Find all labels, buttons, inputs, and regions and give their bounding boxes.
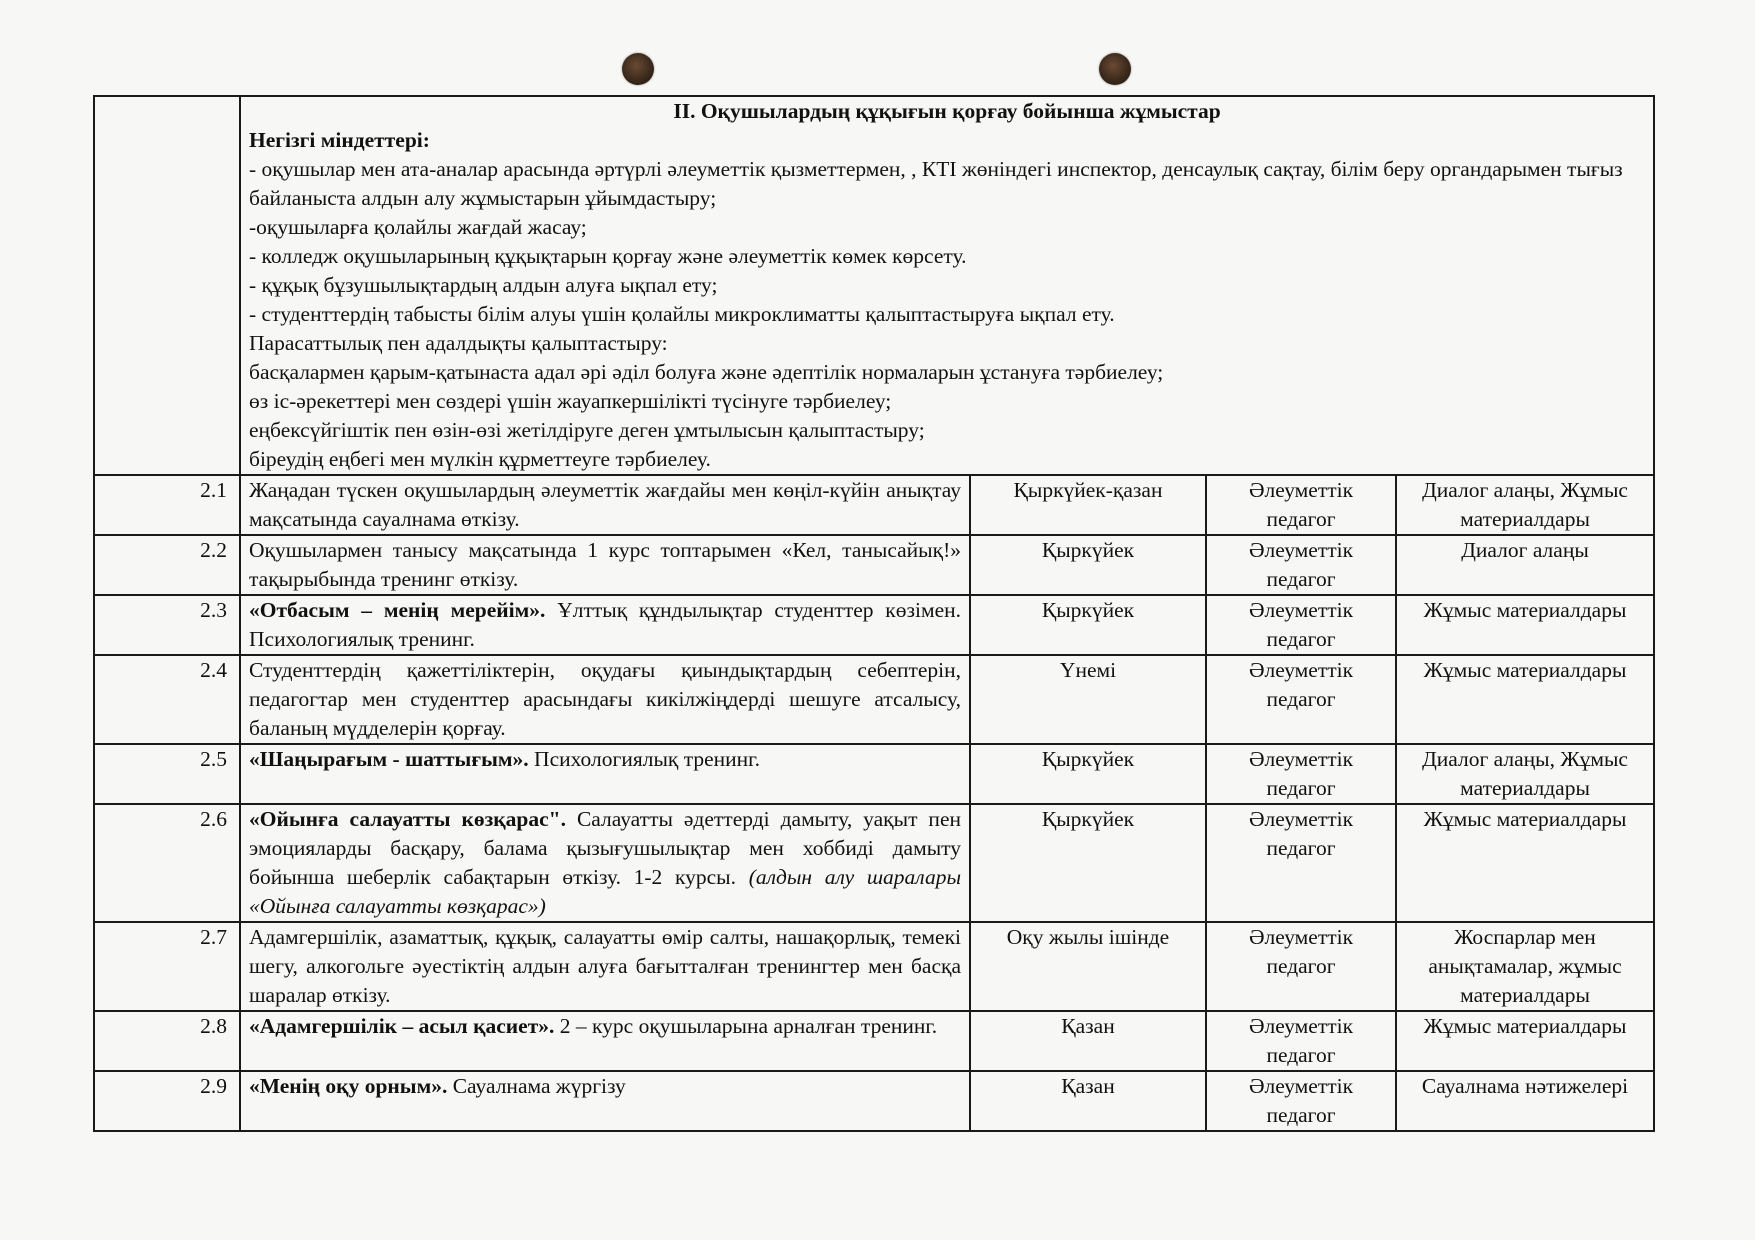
term-cell: Қыркүйек <box>970 804 1206 922</box>
responsible-cell: Әлеуметтік педагог <box>1206 595 1396 655</box>
activity-cell <box>240 1071 970 1131</box>
work-plan-table <box>93 95 1655 1132</box>
activity-text: Салауатты әдеттерді дамыту, уақыт пен эмоцияларды басқару, балама қызығушылықтар мен хоббиді дамыту бойынша шеберлік сабақтарын өткізу. 1-2 курсы. <box>249 807 961 889</box>
table-row <box>94 655 1654 744</box>
row-number: 2.4 <box>94 655 240 744</box>
tasks-heading: Негізгі міндеттері: <box>249 128 430 152</box>
responsible-cell: Әлеуметтік педагог <box>1206 922 1396 1011</box>
section-header-row <box>94 96 1654 475</box>
activity-text: Оқушылармен танысу мақсатында 1 курс топтарымен «Кел, танысайық!» тақырыбында тренинг өткізу. <box>249 538 961 591</box>
row-number: 2.5 <box>94 744 240 804</box>
section-title: II. Оқушылардың құқығын қорғау бойынша жұмыстар <box>673 99 1221 123</box>
punch-hole-right <box>1099 53 1131 85</box>
activity-cell <box>240 922 970 1011</box>
term-cell: Қыркүйек <box>970 535 1206 595</box>
table-row <box>94 595 1654 655</box>
row-number: 2.9 <box>94 1071 240 1131</box>
row-number: 2.2 <box>94 535 240 595</box>
activity-title: «Менің оқу орным». <box>249 1074 448 1098</box>
section-number-cell <box>94 96 240 475</box>
activity-cell <box>240 475 970 535</box>
task-item: - құқық бұзушылықтардың алдын алуға ықпал ету; <box>249 273 718 297</box>
integrity-item: өз іс-әрекеттері мен сөздері үшін жауапкершілікті түсінуге тәрбиелеу; <box>249 389 892 413</box>
task-item: - студенттердің табысты білім алуы үшін қолайлы микроклиматты қалыптастыруға ықпал ету. <box>249 302 1115 326</box>
result-cell: Жұмыс материалдары <box>1396 1011 1654 1071</box>
table-row <box>94 804 1654 922</box>
result-cell: Жұмыс материалдары <box>1396 804 1654 922</box>
activity-cell <box>240 1011 970 1071</box>
responsible-cell: Әлеуметтік педагог <box>1206 535 1396 595</box>
activity-title: «Отбасым – менің мерейім». <box>249 598 546 622</box>
table-row <box>94 1071 1654 1131</box>
term-cell: Қыркүйек <box>970 595 1206 655</box>
term-cell: Оқу жылы ішінде <box>970 922 1206 1011</box>
table-row <box>94 744 1654 804</box>
result-cell: Жұмыс материалдары <box>1396 655 1654 744</box>
responsible-cell: Әлеуметтік педагог <box>1206 475 1396 535</box>
activity-cell <box>240 655 970 744</box>
integrity-list <box>249 358 1645 474</box>
integrity-item: басқалармен қарым-қатынаста адал әрі әділ болуға және әдептілік нормаларын ұстануға тәрбиелеу; <box>249 360 1164 384</box>
term-cell: Үнемі <box>970 655 1206 744</box>
activity-text: Жаңадан түскен оқушылардың әлеуметтік жағдайы мен көңіл-күйін анықтау мақсатында сауалнама өткізу. <box>249 478 961 531</box>
result-cell: Диалог алаңы, Жұмыс материалдары <box>1396 475 1654 535</box>
punch-hole-left <box>622 53 654 85</box>
activity-text: Психологиялық тренинг. <box>528 747 760 771</box>
row-number: 2.1 <box>94 475 240 535</box>
tasks-list <box>249 155 1645 329</box>
result-cell: Жоспарлар мен анықтамалар, жұмыс материалдары <box>1396 922 1654 1011</box>
integrity-heading: Парасаттылық пен адалдықты қалыптастыру: <box>249 331 668 355</box>
table-row <box>94 475 1654 535</box>
result-cell: Диалог алаңы <box>1396 535 1654 595</box>
activity-title: «Ойынға салауатты көзқарас". <box>249 807 566 831</box>
task-item: - колледж оқушыларының құқықтарын қорғау және әлеуметтік көмек көрсету. <box>249 244 967 268</box>
table-row <box>94 922 1654 1011</box>
task-item: -оқушыларға қолайлы жағдай жасау; <box>249 215 587 239</box>
activity-text: Сауалнама жүргізу <box>447 1074 626 1098</box>
responsible-cell: Әлеуметтік педагог <box>1206 1071 1396 1131</box>
activity-title: «Шаңырағым - шаттығым». <box>249 747 529 771</box>
term-cell: Қыркүйек-қазан <box>970 475 1206 535</box>
activity-text: 2 – курс оқушыларына арналған тренинг. <box>554 1014 938 1038</box>
activity-cell <box>240 535 970 595</box>
activity-title: «Адамгершілік – асыл қасиет». <box>249 1014 555 1038</box>
activity-text: Ұлттық құндылықтар студенттер көзімен. Психологиялық тренинг. <box>249 598 961 651</box>
term-cell: Қазан <box>970 1071 1206 1131</box>
activity-cell <box>240 804 970 922</box>
activity-cell <box>240 595 970 655</box>
result-cell: Сауалнама нәтижелері <box>1396 1071 1654 1131</box>
row-number: 2.8 <box>94 1011 240 1071</box>
result-cell: Диалог алаңы, Жұмыс материалдары <box>1396 744 1654 804</box>
responsible-cell: Әлеуметтік педагог <box>1206 744 1396 804</box>
responsible-cell: Әлеуметтік педагог <box>1206 655 1396 744</box>
integrity-item: біреудің еңбегі мен мүлкін құрметтеуге тәрбиелеу. <box>249 447 711 471</box>
task-item: - оқушылар мен ата-аналар арасында әртүрлі әлеуметтік қызметтермен, , КТІ жөніндегі инспектор, денсаулық сақтау, білім беру органдарымен тығыз байланыста алдын алу жұмыстарын ұйымдастыру; <box>249 157 1623 210</box>
activity-text: Студенттердің қажеттіліктерін, оқудағы қиындықтардың себептерін, педагогтар мен студенттер арасындағы кикілжіңдерді шешуге атсалысу, баланың мүдделерін қорғау. <box>249 658 961 740</box>
responsible-cell: Әлеуметтік педагог <box>1206 1011 1396 1071</box>
row-number: 2.7 <box>94 922 240 1011</box>
term-cell: Қазан <box>970 1011 1206 1071</box>
activity-text: Адамгершілік, азаматтық, құқық, салауатты өмір салты, нашақорлық, темекі шегу, алкогольге әуестіктің алдын алуға бағытталған тренингтер мен басқа шаралар өткізу. <box>249 925 961 1007</box>
section-intro-cell <box>240 96 1654 475</box>
integrity-item: еңбексүйгіштік пен өзін-өзі жетілдіруге деген ұмтылысын қалыптастыру; <box>249 418 925 442</box>
table-row <box>94 535 1654 595</box>
result-cell: Жұмыс материалдары <box>1396 595 1654 655</box>
responsible-cell: Әлеуметтік педагог <box>1206 804 1396 922</box>
term-cell: Қыркүйек <box>970 744 1206 804</box>
activity-note: (алдын алу шаралары «Ойынға салауатты көзқарас») <box>249 865 962 918</box>
row-number: 2.6 <box>94 804 240 922</box>
activity-cell <box>240 744 970 804</box>
table-row <box>94 1011 1654 1071</box>
row-number: 2.3 <box>94 595 240 655</box>
